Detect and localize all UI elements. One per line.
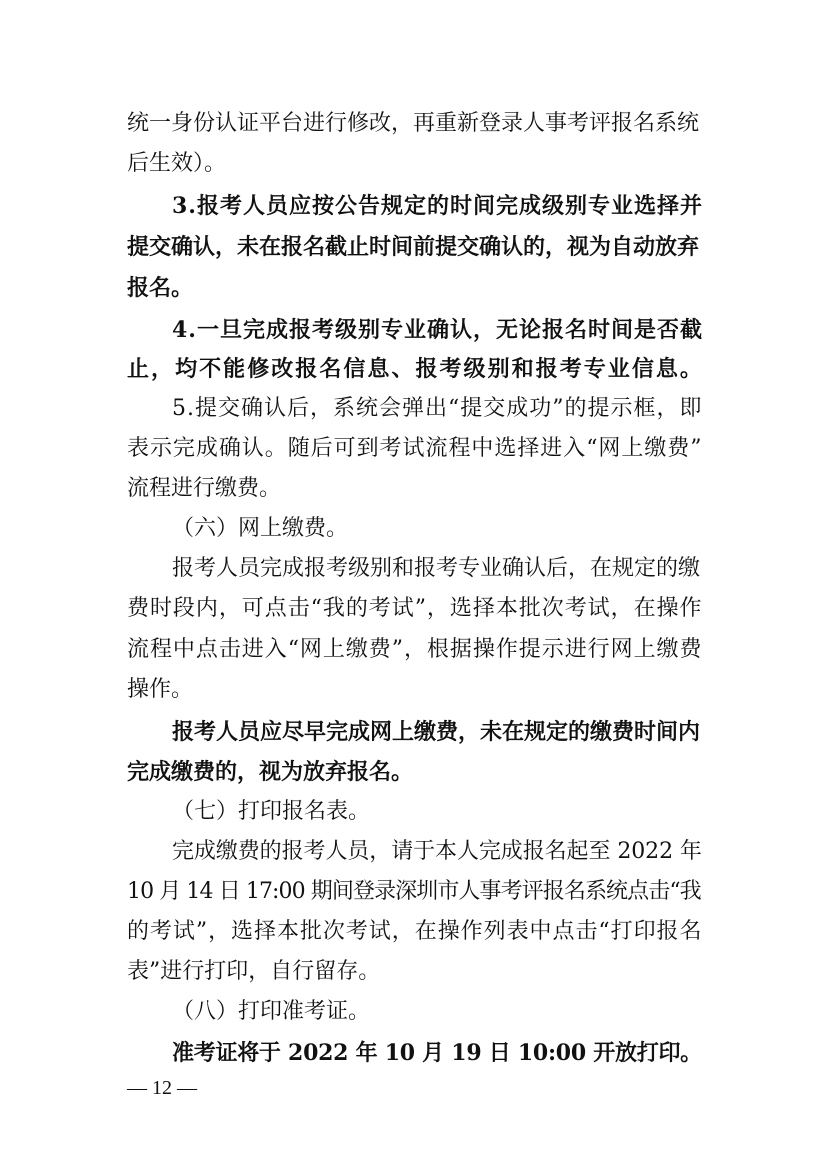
text-line-21: 的考试”，选择本批次考试，在操作列表中点击“打印报名 bbox=[127, 919, 703, 944]
text-line-15: 操作。 bbox=[127, 677, 194, 702]
text-line-1: 统一身份认证平台进行修改，再重新登录人事考评报名系统 bbox=[127, 111, 700, 136]
text-line-22: 表”进行打印，自行留存。 bbox=[127, 959, 381, 984]
text-line-5: 报名。 bbox=[127, 275, 194, 301]
text-line-24: 准考证将于 2022 年 10 月 19 日 10:00 开放打印。 bbox=[172, 1040, 702, 1066]
text-line-8: 5.提交确认后，系统会弹出“提交成功”的提示框，即 bbox=[172, 396, 703, 421]
section-heading-6: （六）网上缴费。 bbox=[172, 516, 349, 541]
text-line-9: 表示完成确认。随后可到考试流程中选择进入“网上缴费” bbox=[127, 436, 703, 461]
text-line-16: 报考人员应尽早完成网上缴费，未在规定的缴费时间内 bbox=[172, 719, 701, 745]
text-line-7: 止，均不能修改报名信息、报考级别和报考专业信息。 bbox=[127, 356, 704, 382]
text-line-19: 完成缴费的报考人员，请于本人完成报名起至 2022 年 bbox=[172, 839, 702, 864]
section-heading-8: （八）打印准考证。 bbox=[172, 999, 371, 1024]
section-heading-7: （七）打印报名表。 bbox=[172, 799, 371, 824]
text-line-13: 费时段内，可点击“我的考试”，选择本批次考试，在操作 bbox=[127, 596, 703, 621]
text-line-4: 提交确认，未在报名截止时间前提交确认的，视为自动放弃 bbox=[127, 234, 700, 260]
text-line-17: 完成缴费的，视为放弃报名。 bbox=[127, 759, 414, 785]
page-number: — 12 — bbox=[127, 1077, 197, 1099]
text-line-2: 后生效）。 bbox=[127, 151, 227, 176]
text-line-14: 流程中点击进入“网上缴费”，根据操作提示进行网上缴费 bbox=[127, 637, 703, 662]
text-line-6: 4.一旦完成报考级别专业确认，无论报名时间是否截 bbox=[172, 317, 703, 343]
text-line-20: 10 月 14 日 17:00 期间登录深圳市人事考评报名系统点击“我 bbox=[127, 879, 701, 904]
text-line-3: 3.报考人员应按公告规定的时间完成级别专业选择并 bbox=[172, 193, 703, 219]
text-line-10: 流程进行缴费。 bbox=[127, 476, 282, 501]
text-line-12: 报考人员完成报考级别和报考专业确认后，在规定的缴 bbox=[172, 556, 701, 581]
